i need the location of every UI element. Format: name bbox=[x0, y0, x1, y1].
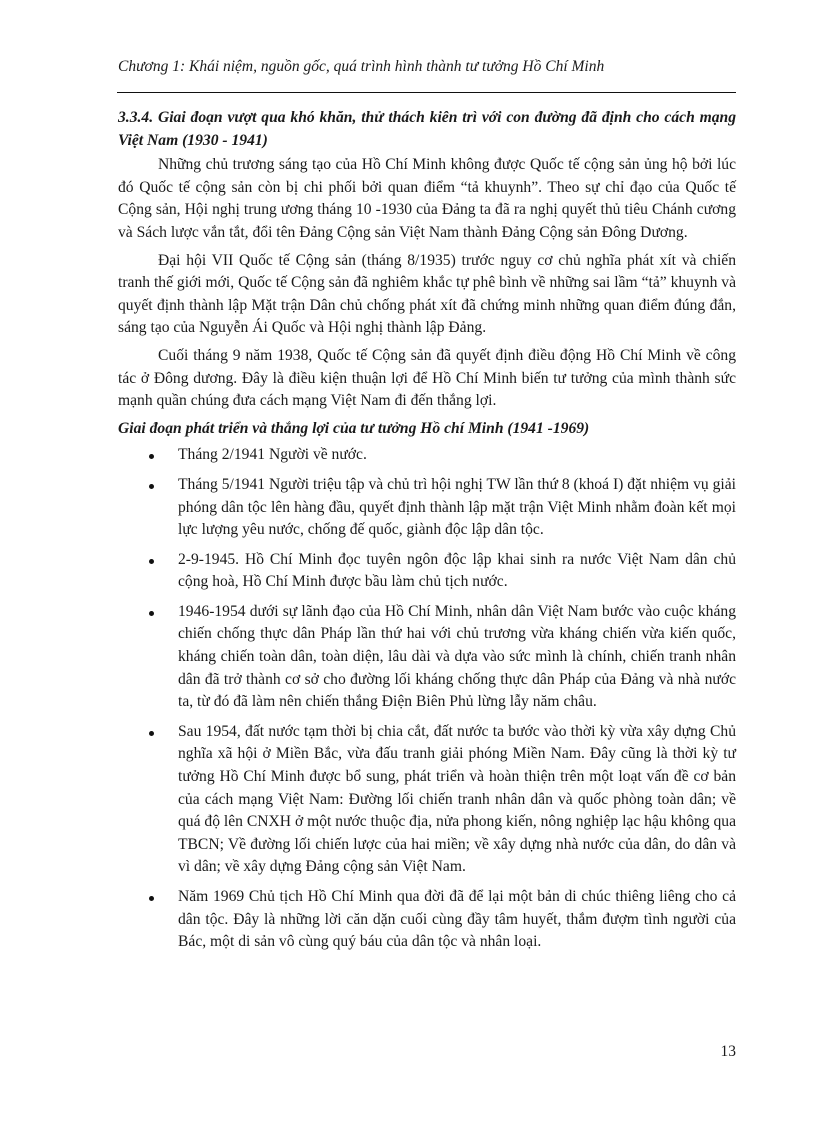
bullet-icon bbox=[149, 454, 154, 459]
bullet-icon bbox=[149, 559, 154, 564]
section-title: 3.3.4. Giai đoạn vượt qua khó khăn, thử thách kiên trì với con đường đã định cho cách mạng Việt Nam (1930 - 1941) bbox=[118, 109, 736, 149]
list-item bbox=[118, 721, 736, 879]
list-item bbox=[118, 601, 736, 714]
subsection-heading: Giai đoạn phát triển và thắng lợi của tư tưởng Hồ chí Minh (1941 -1969) bbox=[118, 419, 590, 437]
bullet-icon bbox=[149, 896, 154, 901]
list-item-text: 1946-1954 dưới sự lãnh đạo của Hồ Chí Minh, nhân dân Việt Nam bước vào cuộc kháng chiến chống thực dân Pháp lần thứ hai với chủ trương vừa kháng chiến vừa kiến quốc, kháng chiến toàn dân, toàn diện, lâu dài và dựa vào sức mình là chính, chiến tranh nhân dân đã trở thành cơ sở cho đường lối kháng chống thực dân Pháp của Đảng và nhà nước ta, từ đó đã làm nên chiến thắng Điện Biên Phủ lừng lẫy năm châu. bbox=[178, 602, 736, 711]
bullet-icon bbox=[149, 484, 154, 489]
running-header: Chương 1: Khái niệm, nguồn gốc, quá trình hình thành tư tưởng Hồ Chí Minh bbox=[118, 58, 605, 75]
page-body bbox=[118, 107, 736, 961]
paragraph: Cuối tháng 9 năm 1938, Quốc tế Cộng sản đã quyết định điều động Hồ Chí Minh về công tác ở Đông dương. Đây là điều kiện thuận lợi để Hồ Chí Minh biến tư tưởng của mình thành sức mạnh quần chúng đưa cách mạng Việt Nam đi đến thắng lợi. bbox=[118, 346, 736, 410]
list-item-text: Tháng 5/1941 Người triệu tập và chủ trì hội nghị TW lần thứ 8 (khoá I) đặt nhiệm vụ giải phóng dân tộc lên hàng đầu, quyết định thành lập mặt trận Việt Minh nhằm đoàn kết mọi lực lượng yêu nước, chống đế quốc, giành độc lập dân tộc. bbox=[178, 475, 736, 539]
list-item bbox=[118, 474, 736, 542]
list-item-text: Năm 1969 Chủ tịch Hồ Chí Minh qua đời đã để lại một bản di chúc thiêng liêng cho cả dân tộc. Đây là những lời căn dặn cuối cùng đầy tâm huyết, thắm đượm tình người của Bác, một di sản vô cùng quý báu của dân tộc và nhân loại. bbox=[178, 888, 736, 951]
list-item bbox=[118, 549, 736, 594]
list-item bbox=[118, 886, 736, 954]
paragraph: Đại hội VII Quốc tế Cộng sản (tháng 8/1935) trước nguy cơ chủ nghĩa phát xít và chiến tranh thế giới mới, Quốc tế Cộng sản đã nghiêm khắc tự phê bình về những sai lầm “tả” khuynh và quyết định thành lập Mặt trận Dân chủ chống phát xít đã chứng minh những quan điểm đúng đắn, sáng tạo của Nguyễn Ái Quốc và Hội nghị thành lập Đảng. bbox=[118, 251, 736, 337]
list-item-text: 2-9-1945. Hồ Chí Minh đọc tuyên ngôn độc lập khai sinh ra nước Việt Nam dân chủ cộng hoà, Hồ Chí Minh được bầu làm chủ tịch nước. bbox=[178, 550, 736, 591]
list-item-text: Sau 1954, đất nước tạm thời bị chia cắt, đất nước ta bước vào thời kỳ vừa xây dựng Chủ nghĩa xã hội ở Miền Bắc, vừa đấu tranh giải phóng Miền Nam. Đây cũng là thời kỳ tư tưởng Hồ Chí Minh được bổ sung, phát triển và hoàn thiện trên một loạt vấn đề cơ bản của cách mạng Việt Nam: Đường lối chiến tranh nhân dân và quốc phòng toàn dân; về quá độ lên CNXH ở một nước thuộc địa, nửa phong kiến, nông nghiệp lạc hậu không qua TBCN; Về đường lối chiến lược của hai miền; về xây dựng nhà nước của dân, do dân và vì dân; về xây dựng Đảng cộng sản Việt Nam. bbox=[178, 722, 736, 876]
timeline-bullet-list bbox=[118, 444, 736, 953]
header-divider bbox=[117, 92, 736, 93]
paragraph: Những chủ trương sáng tạo của Hồ Chí Minh không được Quốc tế cộng sản ủng hộ bởi lúc đó Quốc tế cộng sản còn bị chi phối bởi quan điểm “tả khuynh”. Theo sự chỉ đạo của Quốc tế Cộng sản, Hội nghị trung ương tháng 10 -1930 của Đảng ta đã ra nghị quyết thủ tiêu Chánh cương và Sách lược vắn tắt, đổi tên Đảng Cộng sản Việt Nam thành Đảng Cộng sản Đông Dương. bbox=[118, 156, 736, 241]
page-number: 13 bbox=[720, 1043, 736, 1060]
list-item-text: Tháng 2/1941 Người về nước. bbox=[178, 446, 367, 464]
list-item bbox=[118, 444, 736, 467]
bullet-icon bbox=[149, 611, 154, 616]
bullet-icon bbox=[149, 731, 154, 736]
